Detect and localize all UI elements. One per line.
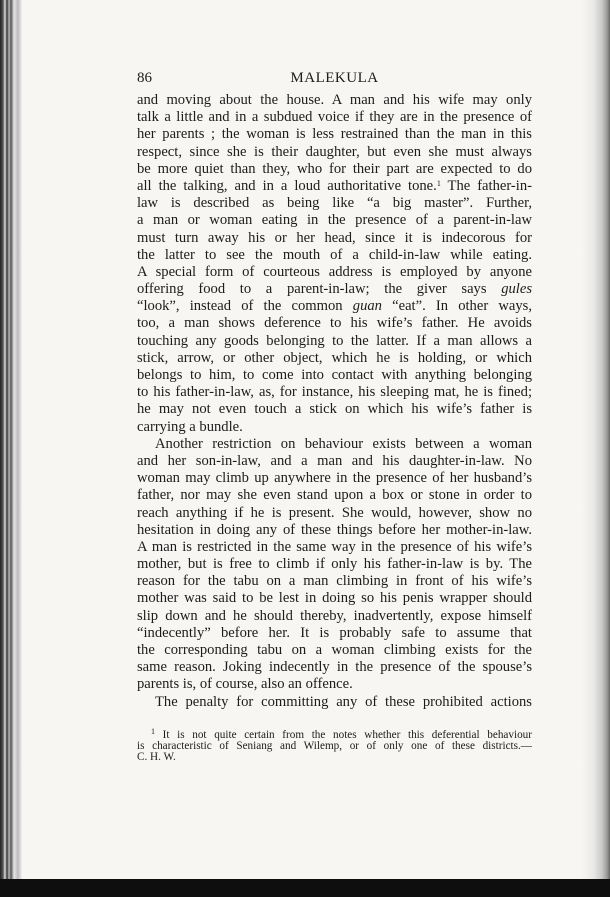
footnote-marker: 1 (436, 178, 441, 188)
text-line (137, 126, 532, 143)
text-run: the latter to see the mouth of a child-in-law while eating. (137, 246, 532, 263)
text-run: It is not quite certain from the notes whether this deferential behaviour (155, 729, 532, 741)
running-header (137, 70, 532, 90)
text-line (137, 470, 532, 487)
italic-term: gules (501, 281, 532, 298)
text-run: stick, arrow, or other object, which he is holding, or which (137, 349, 532, 366)
text-line (137, 556, 532, 573)
text-line (137, 298, 532, 315)
page-number: 86 (137, 70, 152, 86)
footnote-line (137, 752, 532, 763)
page-edge-shadow (582, 0, 610, 897)
text-line (137, 178, 532, 195)
text-run: reason for the tabu on a man climbing in front of his wife’s (137, 573, 532, 590)
text-run: same reason. Joking indecently in the presence of the spouse’s (137, 659, 532, 676)
text-run: The father-in- (440, 177, 533, 194)
text-run: woman may climb up anywhere in the presence of her husband’s (137, 470, 532, 487)
text-run: her parents ; the woman is less restrained than the man in this (137, 126, 532, 143)
text-run: all the talking, and in a loud authoritative tone. (137, 177, 437, 194)
text-line (137, 694, 532, 711)
text-run: a man or woman eating in the presence of a parent-in-law (137, 212, 532, 229)
text-line (137, 505, 532, 522)
text-line (137, 281, 532, 298)
text-line (137, 659, 532, 676)
text-line (137, 315, 532, 332)
text-run: touching any goods belonging to the latter. If a man allows a (137, 332, 532, 349)
text-run: “eat”. In other ways, (381, 298, 532, 315)
footnote-marker: 1 (151, 727, 155, 736)
text-run: mother was said to be lest in doing so his penis wrapper should (137, 590, 532, 607)
text-run: father, nor may she even stand upon a box or stone in order to (137, 487, 532, 504)
running-title: MALEKULA (290, 70, 379, 86)
text-line (137, 195, 532, 212)
text-run: he may not even touch a stick on which his wife’s father is (137, 401, 532, 418)
text-run: “indecently” before her. It is probably safe to assume that (137, 624, 532, 641)
text-run: is characteristic of Seniang and Wilemp, or of only one of these districts.— (137, 740, 532, 752)
text-run: to his father-in-law, as, for instance, his sleeping mat, he is fined; (137, 384, 532, 401)
text-run: talk a little and in a subdued voice if they are in the presence of (137, 109, 532, 126)
text-run: hesitation in doing any of these things before her mother-in-law. (137, 521, 532, 538)
text-line (137, 333, 532, 350)
text-line (137, 573, 532, 590)
text-run: carrying a bundle. (137, 418, 243, 435)
text-line (137, 109, 532, 126)
text-line (137, 436, 532, 453)
text-run: and her son-in-law, and a man and his daughter-in-law. No (137, 452, 532, 469)
text-line (137, 350, 532, 367)
text-line (137, 92, 532, 109)
text-line (137, 384, 532, 401)
text-line (137, 401, 532, 418)
text-run: and moving about the house. A man and his wife may only (137, 92, 532, 108)
text-run: slip down and he should thereby, inadvertently, expose himself (137, 607, 532, 624)
text-line (137, 642, 532, 659)
text-run: respect, since she is their daughter, but even she must always (137, 143, 532, 160)
text-line (137, 144, 532, 161)
text-run: A man is restricted in the same way in the presence of his wife’s (137, 538, 532, 555)
text-run: A special form of courteous address is employed by anyone (137, 263, 532, 280)
text-run: too, a man shows deference to his wife’s father. He avoids (137, 315, 532, 332)
text-run: belongs to him, to come into contact with anything belonging (137, 367, 532, 383)
text-line (137, 522, 532, 539)
body-text (137, 92, 532, 711)
text-line (137, 264, 532, 281)
text-line (137, 230, 532, 247)
scan-border (0, 879, 610, 897)
text-line (137, 676, 532, 693)
text-line (137, 367, 532, 384)
text-run: C. H. W. (137, 751, 176, 763)
text-run: parents is, of course, also an offence. (137, 676, 353, 693)
text-run: Another restriction on behaviour exists between a woman (155, 435, 532, 452)
text-run: offering food to a parent-in-law; the giver says (137, 281, 502, 298)
text-line (137, 539, 532, 556)
text-run: “look”, instead of the common (137, 298, 353, 315)
text-line (137, 247, 532, 264)
text-run: the corresponding tabu on a woman climbing exists for the (137, 642, 532, 658)
text-run: mother, but is free to climb if only his father-in-law is by. The (137, 556, 532, 573)
text-run: The penalty for committing any of these prohibited actions (155, 693, 532, 710)
text-run: be more quiet than they, who for their part are expected to do (137, 160, 532, 177)
book-binding-edge (0, 0, 22, 897)
text-line (137, 419, 532, 436)
text-line (137, 625, 532, 642)
footnote (137, 727, 532, 763)
italic-term: guan (352, 298, 382, 315)
text-line (137, 453, 532, 470)
text-line (137, 487, 532, 504)
text-line (137, 608, 532, 625)
text-line (137, 161, 532, 178)
text-line (137, 590, 532, 607)
text-run: reach anything if he is present. She would, however, show no (137, 504, 532, 521)
footnote-line (137, 741, 532, 752)
text-run: must turn away his or her head, since it is indecorous for (137, 229, 532, 246)
text-run: law is described as being like “a big master”. Further, (137, 195, 532, 212)
text-line (137, 212, 532, 229)
